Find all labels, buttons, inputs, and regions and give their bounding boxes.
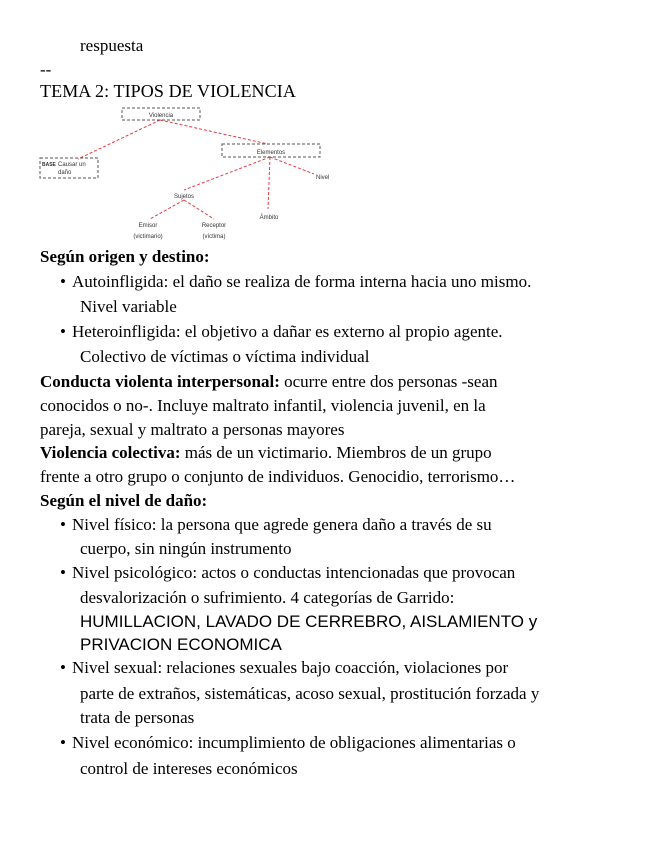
interpersonal-line2: conocidos o no-. Incluye maltrato infantil, violencia juvenil, en la xyxy=(40,396,486,415)
colectiva-term: Violencia colectiva: xyxy=(40,443,181,462)
ambito-label: Ámbito xyxy=(259,215,279,221)
bullet-text: Autoinfligida: el daño se realiza de forma interna hacia uno mismo. xyxy=(72,272,532,291)
section-damage-heading: Según el nivel de daño: xyxy=(40,491,208,510)
diagram-connectors xyxy=(78,120,314,219)
bullet-sexual-line1 xyxy=(60,656,508,680)
bullet-icon: • xyxy=(60,322,66,341)
emisor-sub-label: (victimario) xyxy=(133,234,163,240)
base-tag: BASE xyxy=(42,162,56,168)
interpersonal-text: ocurre entre dos personas -sean xyxy=(279,372,498,391)
interpersonal-term: Conducta violenta interpersonal: xyxy=(40,372,280,391)
connector-violencia-base xyxy=(78,120,160,159)
bullet-economico-line2: control de intereses económicos xyxy=(80,759,298,778)
bullet-icon: • xyxy=(60,733,66,752)
nivel-label: Nivel xyxy=(316,175,330,181)
bullet-heteroinfligida-line2: Colectivo de víctimas o víctima individual xyxy=(80,347,370,366)
base-text-1: Causar un xyxy=(58,162,86,168)
bullet-psicologico-line4: PRIVACION ECONOMICA xyxy=(80,635,282,654)
bullet-text: Nivel sexual: relaciones sexuales bajo coacción, violaciones por xyxy=(72,658,509,677)
connector-elementos-ambito xyxy=(268,157,270,209)
bullet-text: Heteroinfligida: el objetivo a dañar es externo al propio agente. xyxy=(72,322,503,341)
emisor-label: Emisor xyxy=(138,223,158,229)
bullet-economico-line1 xyxy=(60,731,516,755)
connector-sujetos-emisor xyxy=(150,200,184,219)
bullet-sexual-line3: trata de personas xyxy=(80,708,195,727)
sujetos-label: Sujetos xyxy=(173,194,195,200)
colectiva-line2: frente a otro grupo o conjunto de individuos. Genocidio, terrorismo… xyxy=(40,467,516,486)
bullet-text: Nivel psicológico: actos o conductas intencionadas que provocan xyxy=(72,563,516,582)
colectiva-text: más de un victimario. Miembros de un grupo xyxy=(180,443,492,462)
bullet-fisico-line1 xyxy=(60,513,492,537)
bullet-icon: • xyxy=(60,515,66,534)
bullet-icon: • xyxy=(60,658,66,677)
interpersonal-line3: pareja, sexual y maltrato a personas mayores xyxy=(40,420,345,439)
bullet-autoinfligida-line1 xyxy=(60,270,531,294)
bullet-psicologico-line3: HUMILLACION, LAVADO DE CERREBRO, AISLAMIENTO y xyxy=(80,612,538,631)
bullet-fisico-line2: cuerpo, sin ningún instrumento xyxy=(80,539,292,558)
separator-dashes: -- xyxy=(40,60,52,79)
bullet-text: Nivel económico: incumplimiento de obligaciones alimentarias o xyxy=(72,733,516,752)
connector-elementos-nivel xyxy=(270,157,314,174)
interpersonal-line1 xyxy=(40,370,498,394)
bullet-psicologico-line1 xyxy=(60,561,515,585)
bullet-autoinfligida-line2: Nivel variable xyxy=(80,297,177,316)
bullet-text: Nivel físico: la persona que agrede genera daño a través de su xyxy=(72,515,492,534)
bullet-icon: • xyxy=(60,272,66,291)
bullet-heteroinfligida-line1 xyxy=(60,320,503,344)
connector-violencia-elementos xyxy=(160,120,268,144)
violencia-label: Violencia xyxy=(148,113,174,119)
colectiva-line1 xyxy=(40,441,492,465)
receptor-sub-label: (víctima) xyxy=(202,234,226,240)
bullet-sexual-line2: parte de extraños, sistemáticas, acoso sexual, prostitución forzada y xyxy=(80,684,540,703)
receptor-label: Receptor xyxy=(201,223,227,229)
connector-sujetos-receptor xyxy=(184,200,214,219)
elementos-label: Elementos xyxy=(256,150,286,156)
bullet-psicologico-line2: desvalorización o sufrimiento. 4 categorías de Garrido: xyxy=(80,588,455,607)
bullet-icon: • xyxy=(60,563,66,582)
section-origin-heading: Según origen y destino: xyxy=(40,247,210,266)
base-text-2: daño xyxy=(58,170,72,176)
leftover-word: respuesta xyxy=(80,36,144,55)
violence-diagram xyxy=(38,104,348,246)
page-title: TEMA 2: TIPOS DE VIOLENCIA xyxy=(40,81,296,101)
connector-elementos-sujetos xyxy=(184,157,270,190)
